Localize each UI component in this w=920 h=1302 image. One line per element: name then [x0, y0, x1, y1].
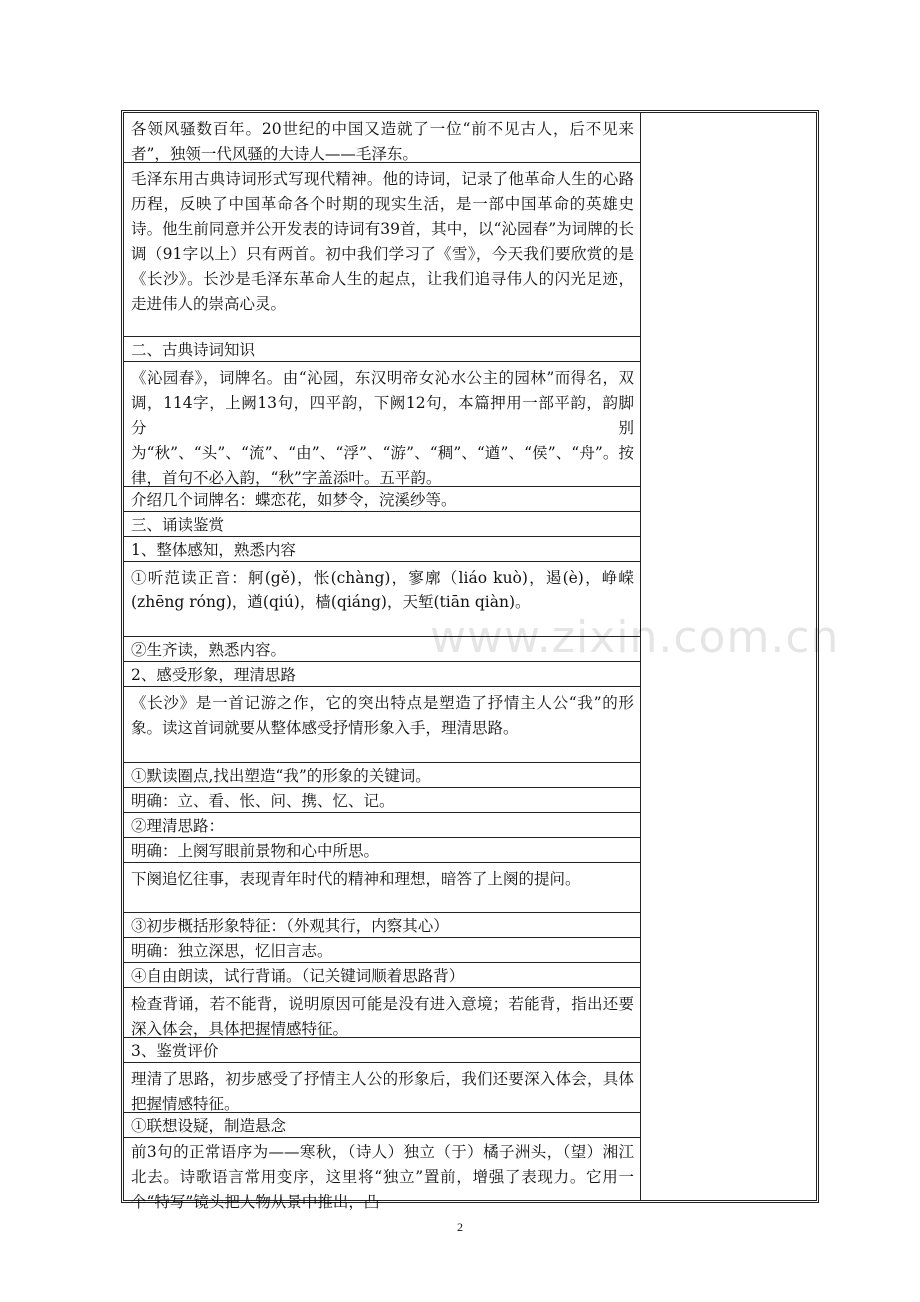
table-row: 各领风骚数百年。20世纪的中国又造就了一位“前不见古人，后不见来者”，独领一代风骚的大诗人——毛泽东。 [124, 113, 640, 163]
table-row: 前3句的正常语序为——寒秋，（诗人）独立（于）橘子洲头，（望）湘江北去。诗歌语言常用变序，这里将“独立”置前，增强了表现力。它用一个“特写”镜头把人物从景中推出，凸 [131, 1143, 634, 1211]
lesson-table [121, 110, 819, 1211]
table-row: 检查背诵，若不能背，说明原因可能是没有进入意境；若能背，指出还要深入体会，具体把握情感特征。 [124, 988, 640, 1038]
content-column [124, 113, 641, 1211]
table-row: 《沁园春》，词牌名。由“沁园，东汉明帝女沁水公主的园林”而得名，双调，114字，上阙13句，四平韵，下阙12句，本篇押用一部平韵，韵脚分别为“秋”、“头”、“流”、“由”、“浮”、“游”、“稠”、“遒”、“侯”、“舟”。按律，首句不必入韵，“秋”字盖添叶。五平韵。 [124, 362, 640, 487]
table-row: ②理清思路： [124, 813, 640, 838]
table-row: 理清了思路，初步感受了抒情主人公的形象后，我们还要深入体会，具体把握情感特征。 [124, 1063, 640, 1113]
table-row: ②生齐读，熟悉内容。 [124, 637, 640, 662]
table-row: 毛泽东用古典诗词形式写现代精神。他的诗词，记录了他革命人生的心路历程，反映了中国革命各个时期的现实生活，是一部中国革命的英雄史诗。他生前同意并公开发表的诗词有39首，其中，以“沁园春”为词牌的长调（91字以上）只有两首。初中我们学习了《雪》，今天我们要欣赏的是《长沙》。长沙是毛泽东革命人生的起点，让我们追寻伟人的闪光足迹，走进伟人的崇高心灵。 [124, 163, 640, 337]
section-heading: 二、古典诗词知识 [124, 337, 640, 362]
table-row: ①听范读正音：舸(gě)，怅(chàng)，寥廓（liáo kuò)，遏(è)，峥嵘(zhēng róng)，遒(qiú)，樯(qiáng)，天堑(tiān qiàn)。 [124, 562, 640, 637]
table-row: 下阕追忆往事，表现青年时代的精神和理想，暗答了上阕的提问。 [124, 863, 640, 913]
table-row: 明确：独立深思，忆旧言志。 [124, 938, 640, 963]
table-row: ④自由朗读，试行背诵。（记关键词顺着思路背） [124, 963, 640, 988]
table-row: ①联想设疑，制造悬念 [124, 1113, 640, 1138]
page-number: 2 [457, 1220, 463, 1234]
section-heading: 三、诵读鉴赏 [124, 512, 640, 537]
table-row: 明确：立、看、怅、问、携、忆、记。 [124, 788, 640, 813]
subsection-heading: 2、感受形象，理清思路 [124, 662, 640, 687]
table-row: 明确：上阕写眼前景物和心中所思。 [124, 838, 640, 863]
table-row: 介绍几个词牌名：蝶恋花，如梦令，浣溪纱等。 [124, 487, 640, 512]
subsection-heading: 1、整体感知，熟悉内容 [124, 537, 640, 562]
table-row: ③初步概括形象特征：（外观其行，内察其心） [124, 913, 640, 938]
table-row: ①默读圈点,找出塑造“我”的形象的关键词。 [124, 763, 640, 788]
subsection-heading: 3、鉴赏评价 [124, 1038, 640, 1063]
table-row: 《长沙》是一首记游之作，它的突出特点是塑造了抒情主人公“我”的形象。读这首词就要从整体感受抒情形象入手，理清思路。 [124, 687, 640, 763]
watermark: www.zixin.com.cn [430, 612, 840, 663]
